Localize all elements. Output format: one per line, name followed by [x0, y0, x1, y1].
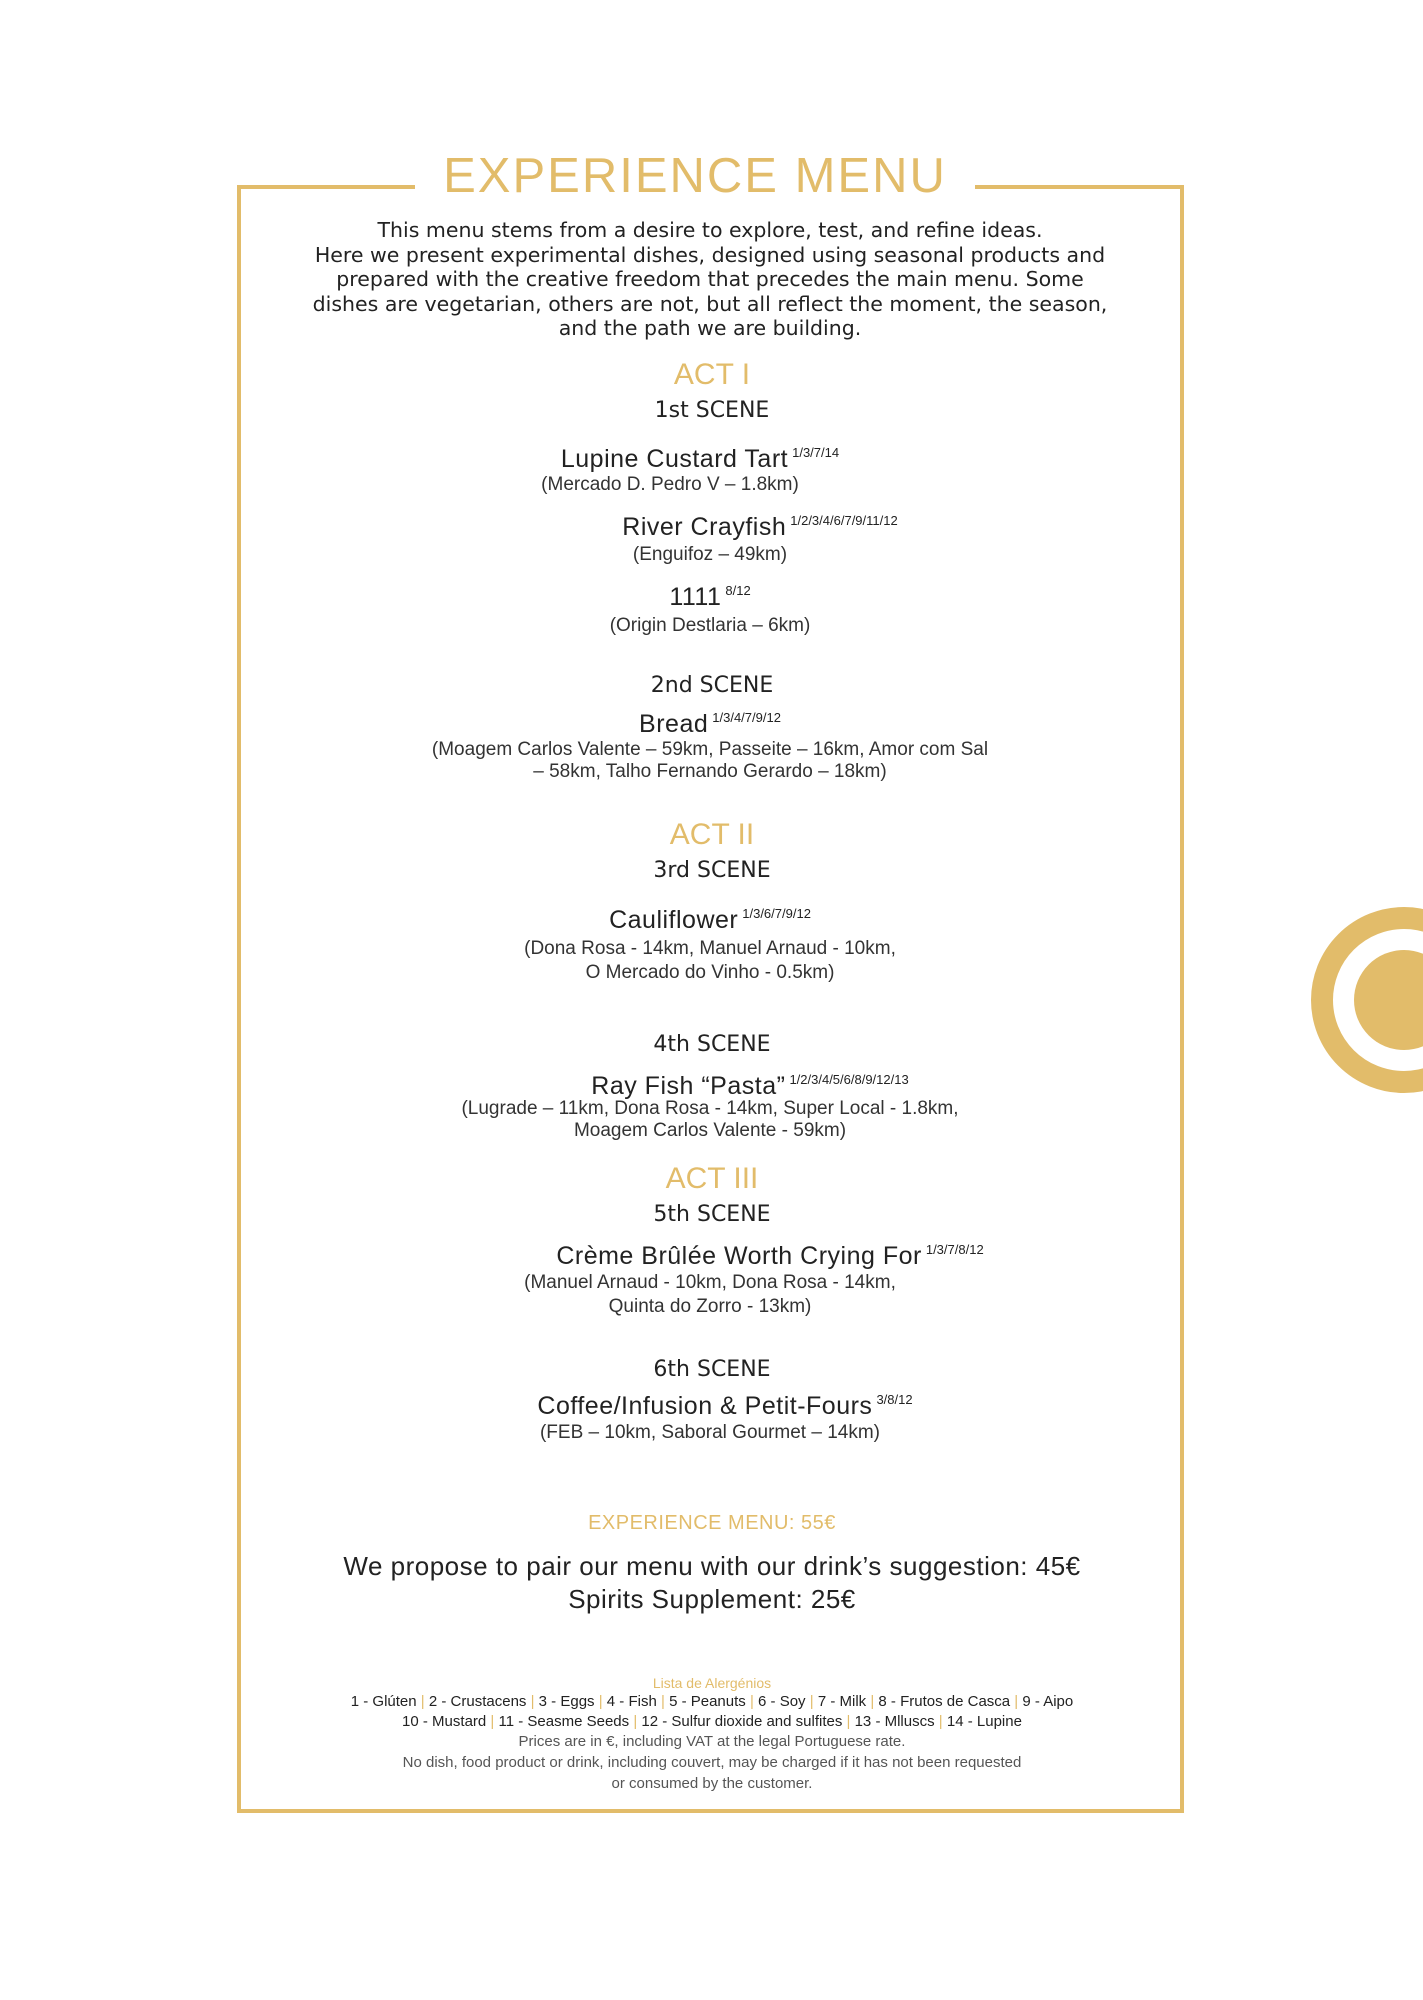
vat-note: Prices are in €, including VAT at the legal Portuguese rate.: [518, 1733, 906, 1750]
dish-name: [560, 710, 860, 739]
intro-line: This menu stems from a desire to explore, test, and refine ideas.: [377, 218, 1043, 242]
separator: |: [1014, 1693, 1019, 1710]
allergen-codes: 1/3/6/7/9/12: [742, 906, 811, 921]
dish-title: Crème Brûlée Worth Crying For: [556, 1242, 922, 1270]
allergen-codes: 1/3/4/7/9/12: [712, 710, 781, 725]
dish-title: Lupine Custard Tart: [560, 445, 789, 473]
dish-name: [460, 906, 960, 935]
menu-price: EXPERIENCE MENU: 55€: [588, 1512, 836, 1534]
intro-text: [260, 218, 1160, 341]
separator: |: [660, 1693, 665, 1710]
separator: |: [490, 1713, 495, 1730]
dish-title: River Crayfish: [622, 513, 787, 541]
separator: |: [870, 1693, 875, 1710]
separator: |: [633, 1713, 638, 1730]
allergen-item: 14 - Lupine: [946, 1713, 1022, 1730]
allergen-item: 9 - Aipo: [1022, 1693, 1074, 1710]
allergen-item: 4 - Fish: [606, 1693, 657, 1710]
separator: |: [598, 1693, 603, 1710]
dish-source: Moagem Carlos Valente - 59km): [573, 1120, 847, 1141]
allergen-item: 11 - Seasme Seeds: [498, 1713, 630, 1730]
dish-title: Coffee/Infusion & Petit-Fours: [537, 1392, 873, 1420]
dish-name: [400, 1392, 1050, 1421]
allergen-item: 2 - Crustacens: [428, 1693, 527, 1710]
scene-heading: 1st SCENE: [654, 398, 770, 423]
act-heading: ACT III: [665, 1162, 759, 1195]
dish-title: Ray Fish “Pasta”: [591, 1072, 786, 1100]
scene-heading: 6th SCENE: [653, 1357, 771, 1382]
allergen-codes: 8/12: [725, 583, 751, 598]
dish-source: (Manuel Arnaud - 10km, Dona Rosa - 14km,: [524, 1272, 896, 1293]
separator: |: [530, 1693, 535, 1710]
pairing-price: We propose to pair our menu with our drink’s suggestion: 45€: [343, 1551, 1081, 1581]
scene-heading: 5th SCENE: [653, 1202, 771, 1227]
charge-note: or consumed by the customer.: [611, 1775, 813, 1792]
allergen-item: 12 - Sulfur dioxide and sulfites: [641, 1713, 843, 1730]
separator: |: [809, 1693, 814, 1710]
intro-line: and the path we are building.: [558, 316, 862, 340]
separator: |: [420, 1693, 425, 1710]
dish-source: (Origin Destlaria – 6km): [609, 615, 811, 636]
act-heading: ACT II: [669, 818, 755, 851]
dish-source: (Lugrade – 11km, Dona Rosa - 14km, Super Local - 1.8km,: [461, 1098, 959, 1119]
allergen-codes: 1/3/7/8/12: [925, 1242, 984, 1257]
allergen-item: 6 - Soy: [758, 1693, 806, 1710]
allergen-item: 8 - Frutos de Casca: [878, 1693, 1011, 1710]
allergen-item: 10 - Mustard: [402, 1713, 487, 1730]
allergen-codes: 1/2/3/4/5/6/8/9/12/13: [789, 1072, 909, 1087]
dish-title: 1111: [669, 583, 722, 611]
allergen-codes: 1/2/3/4/6/7/9/11/12: [790, 513, 898, 528]
allergen-list-line: [242, 1692, 1182, 1712]
separator: |: [938, 1713, 943, 1730]
act-heading: ACT I: [673, 358, 751, 391]
scene-heading: 2nd SCENE: [650, 673, 774, 698]
separator: |: [846, 1713, 851, 1730]
intro-line: dishes are vegetarian, others are not, but all reflect the moment, the season,: [312, 291, 1108, 316]
allergen-item: 13 - Mlluscs: [854, 1713, 935, 1730]
dish-source: Quinta do Zorro - 13km): [608, 1296, 812, 1317]
allergen-item: 7 - Milk: [817, 1693, 867, 1710]
allergen-item: 1 - Glúten: [350, 1693, 417, 1710]
dish-source: (Dona Rosa - 14km, Manuel Arnaud - 10km,: [524, 938, 896, 959]
brand-ring-icon: [1310, 906, 1423, 1094]
dish-source: (Mercado D. Pedro V – 1.8km): [541, 474, 799, 495]
allergen-list-line: [242, 1712, 1182, 1732]
allergen-item: 3 - Eggs: [538, 1693, 595, 1710]
scene-heading: 4th SCENE: [653, 1032, 771, 1057]
allergen-heading: Lista de Alergénios: [652, 1675, 772, 1691]
dish-source: (FEB – 10km, Saboral Gourmet – 14km): [539, 1422, 880, 1443]
allergen-item: 5 - Peanuts: [669, 1693, 746, 1710]
dish-name: [460, 513, 1060, 542]
intro-line: prepared with the creative freedom that precedes the main menu. Some: [336, 267, 1084, 291]
dish-name: [450, 1072, 1050, 1101]
dish-name: [420, 1242, 1120, 1271]
dish-source: – 58km, Talho Fernando Gerardo – 18km): [533, 761, 887, 782]
dish-title: Cauliflower: [609, 906, 739, 934]
separator: |: [749, 1693, 754, 1710]
allergen-codes: 1/3/7/14: [792, 445, 840, 460]
dish-source: (Moagem Carlos Valente – 59km, Passeite – 16km, Amor com Sal: [431, 739, 989, 760]
allergen-codes: 3/8/12: [876, 1392, 913, 1407]
dish-title: Bread: [639, 710, 709, 738]
dish-source: O Mercado do Vinho - 0.5km): [585, 962, 835, 983]
dish-name: [560, 583, 860, 612]
charge-note: No dish, food product or drink, including couvert, may be charged if it has not been requested: [402, 1754, 1022, 1771]
intro-line: Here we present experimental dishes, designed using seasonal products and: [314, 242, 1106, 267]
dish-name: [400, 445, 1000, 474]
scene-heading: 3rd SCENE: [653, 858, 771, 883]
page-title: EXPERIENCE MENU: [415, 140, 975, 212]
spirits-price: Spirits Supplement: 25€: [568, 1584, 856, 1614]
dish-source: (Enguifoz – 49km): [632, 544, 788, 565]
